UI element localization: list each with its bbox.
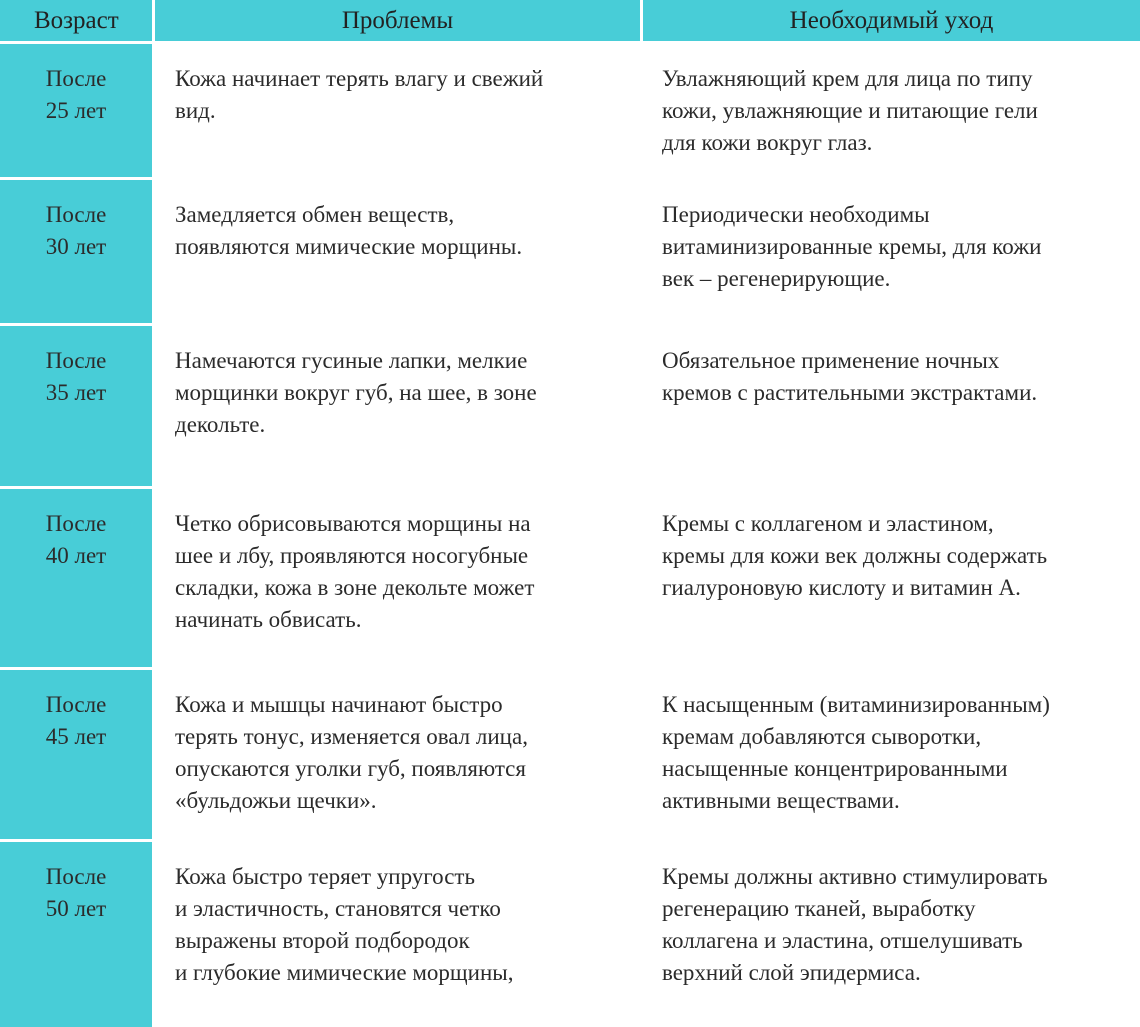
problems-cell: Кожа и мышцы начинают быстро терять тонус, изменяется овал лица, опускаются уголки губ, появляются «бульдожьи щечки». — [155, 670, 640, 839]
age-cell — [0, 326, 152, 486]
age-prefix: После — [45, 66, 107, 91]
age-prefix: После — [45, 202, 107, 227]
age-years: 35 лет — [45, 380, 107, 405]
header-problems: Проблемы — [155, 0, 640, 41]
care-cell: Кремы должны активно стимулировать регенерацию тканей, выработку коллагена и эластина, отшелушивать верхний слой эпидермиса. — [643, 842, 1140, 1027]
problems-cell: Намечаются гусиные лапки, мелкие морщинки вокруг губ, на шее, в зоне декольте. — [155, 326, 640, 486]
header-care: Необходимый уход — [643, 0, 1140, 41]
age-cell — [0, 44, 152, 177]
care-cell: К насыщенным (витаминизированным) кремам добавляются сыворотки, насыщенные концентрированными активными веществами. — [643, 670, 1140, 839]
age-cell — [0, 489, 152, 667]
age-years: 30 лет — [45, 234, 107, 259]
age-prefix: После — [45, 864, 107, 889]
age-years: 45 лет — [45, 724, 107, 749]
age-years: 25 лет — [45, 98, 107, 123]
age-prefix: После — [45, 511, 107, 536]
age-years: 50 лет — [45, 896, 107, 921]
problems-cell: Четко обрисовываются морщины на шее и лбу, проявляются носогубные складки, кожа в зоне декольте может начинать обвисать. — [155, 489, 640, 667]
problems-cell: Кожа быстро теряет упругость и эластичность, становятся четко выражены второй подбородок и глубокие мимические морщины, — [155, 842, 640, 1027]
problems-cell: Кожа начинает терять влагу и свежий вид. — [155, 44, 640, 177]
age-cell — [0, 842, 152, 1027]
care-cell: Периодически необходимы витаминизированные кремы, для кожи век – регенерирующие. — [643, 180, 1140, 323]
care-cell: Обязательное применение ночных кремов с растительными экстрактами. — [643, 326, 1140, 486]
care-cell: Увлажняющий крем для лица по типу кожи, увлажняющие и питающие гели для кожи вокруг глаз. — [643, 44, 1140, 177]
age-prefix: После — [45, 348, 107, 373]
problems-cell: Замедляется обмен веществ, появляются мимические морщины. — [155, 180, 640, 323]
header-age: Возраст — [0, 0, 152, 41]
age-cell — [0, 670, 152, 839]
age-prefix: После — [45, 692, 107, 717]
age-years: 40 лет — [45, 543, 107, 568]
care-cell: Кремы с коллагеном и эластином, кремы для кожи век должны содержать гиалуроновую кислоту и витамин А. — [643, 489, 1140, 667]
age-cell — [0, 180, 152, 323]
